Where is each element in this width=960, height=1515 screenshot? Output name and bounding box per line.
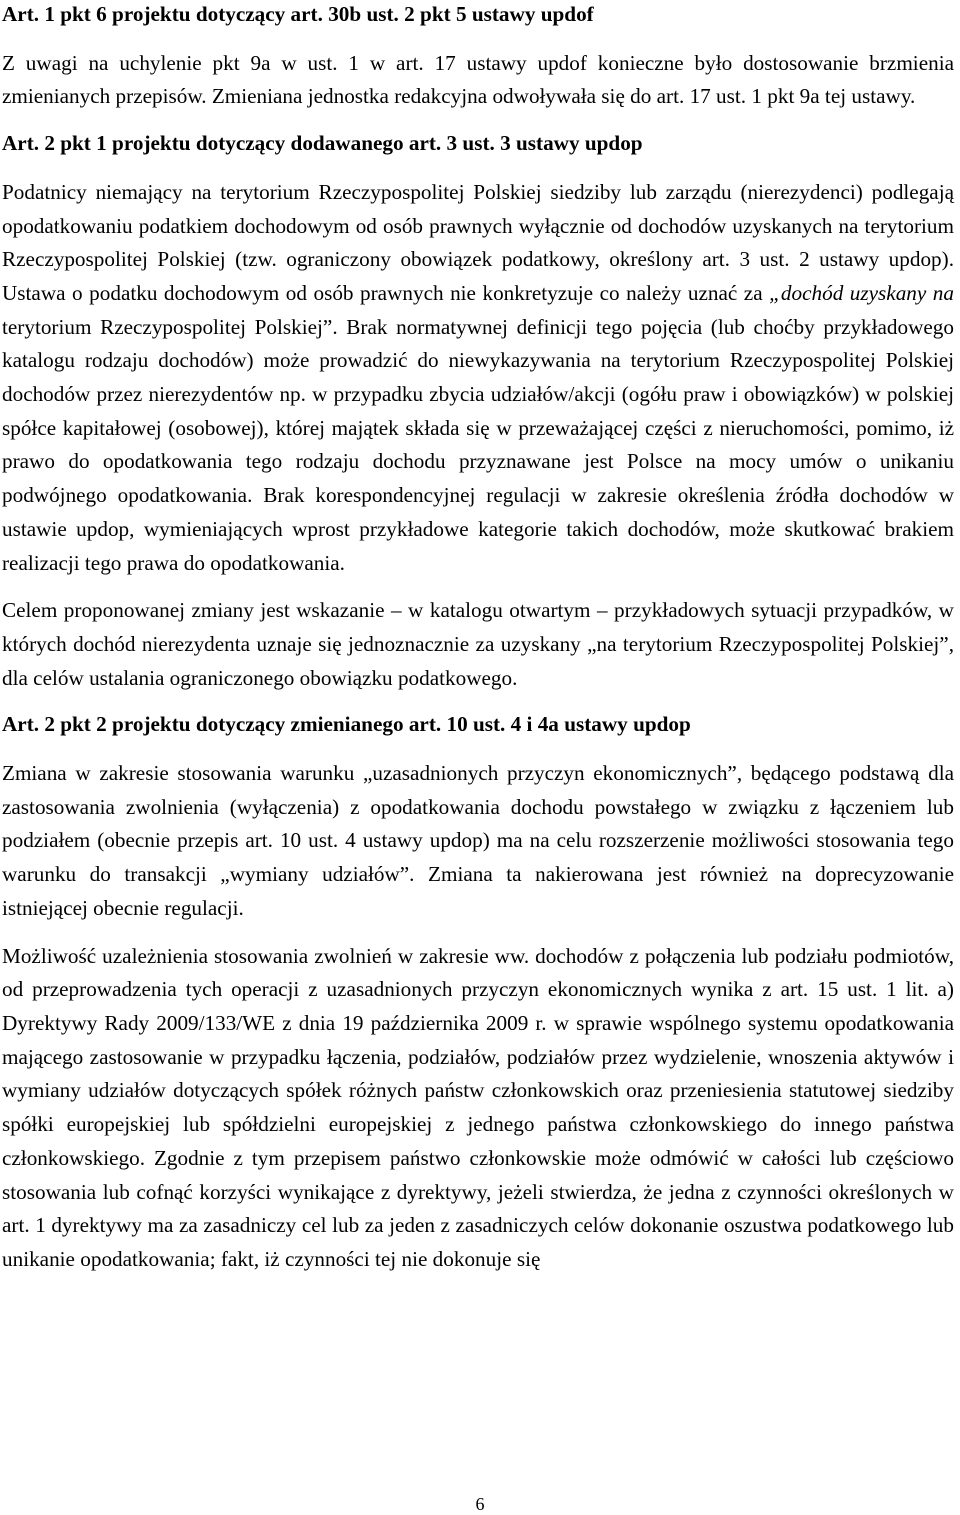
paragraph-body: Możliwość uzależnienia stosowania zwolnień w zakresie ww. dochodów z połączenia lub podziału podmiotów, od przeprowadzenia tych operacji z uzasadnionych przyczyn ekonomicznych wynika z art. 15 ust. 1 lit. a) Dyrektywy Rady 2009/133/WE z dnia 19 października 2009 r. w sprawie wspólnego systemu opodatkowania mającego zastosowanie w przypadku łączenia, podziałów, podziałów przez wydzielenie, wnoszenia aktywów i wymiany udziałów dotyczących spółek różnych państw członkowskich oraz przeniesienia statutowej siedziby spółki europejskiej lub spółdzielni europejskiej z jednego państwa członkowskiego do innego państwa członkowskiego. Zgodnie z tym przepisem państwo członkowskie może odmówić w całości lub częściowo stosowania lub cofnąć korzyści wynikające z dyrektywy, jeżeli stwierdza, że jedna z czynności określonych w art. 1 dyrektywy ma za zasadniczy cel lub za jeden z zasadniczych celów dokonanie oszustwa podatkowego lub unikanie opodatkowania; fakt, iż czynności tej nie dokonuje się [2, 943, 954, 1271]
paragraph-body: Z uwagi na uchylenie pkt 9a w ust. 1 w art. 17 ustawy updof konieczne było dostosowanie brzmienia zmienianych przepisów. Zmieniana jednostka redakcyjna odwoływała się do art. 17 ust. 1 pkt 9a tej ustawy. [2, 50, 954, 109]
section-heading-art2-pkt1: Art. 2 pkt 1 projektu dotyczący dodawanego art. 3 ust. 3 ustawy updop [2, 131, 643, 156]
paragraph-text: Podatnicy niemający na terytorium Rzeczypospolitej Polskiej siedziby lub zarządu (nierezydenci) podlegają opodatkowaniu podatkiem dochodowym od osób prawnych wyłącznie od dochodów uzyskanych na terytorium Rzeczypospolitej Polskiej (tzw. ograniczony obowiązek podatkowy, określony art. 3 ust. 2 ustawy updop). Ustawa o podatku dochodowym od osób prawnych nie konkretyzuje co należy uznać za [2, 179, 954, 305]
document-page [2, 0, 954, 1277]
section-heading-art2-pkt2: Art. 2 pkt 2 projektu dotyczący zmienianego art. 10 ust. 4 i 4a ustawy updop [2, 712, 691, 737]
section-heading-art1-pkt6: Art. 1 pkt 6 projektu dotyczący art. 30b ust. 2 pkt 5 ustawy updof [2, 2, 594, 26]
paragraph-body [2, 176, 954, 580]
page-number: 6 [475, 1494, 485, 1514]
quoted-term: „dochód uzyskany na [769, 280, 954, 305]
paragraph-body: Celem proponowanej zmiany jest wskazanie – w katalogu otwartym – przykładowych sytuacji przypadków, w których dochód nierezydenta uznaje się jednoznacznie za uzyskany „na terytorium Rzeczypospolitej Polskiej”, dla celów ustalania ograniczonego obowiązku podatkowego. [2, 598, 954, 690]
paragraph-text: terytorium Rzeczypospolitej Polskiej”. Brak normatywnej definicji tego pojęcia (lub choćby przykładowego katalogu rodzaju dochodów) może prowadzić do niewykazywania na terytorium Rzeczypospolitej Polskiej dochodów przez nierezydentów np. w przypadku zbycia udziałów/akcji (ogółu praw i obowiązków) w polskiej spółce kapitałowej (osobowej), której majątek składa się w przeważającej części z nieruchomości, pomimo, iż prawo do opodatkowania tego rodzaju dochodu przyznawane jest Polsce na mocy umów o unikaniu podwójnego opodatkowania. Brak korespondencyjnej regulacji w zakresie określenia źródła dochodów w ustawie updop, wymieniających wprost przykładowe kategorie takich dochodów, może skutkować brakiem realizacji tego prawa do opodatkowania. [2, 314, 954, 575]
paragraph-body: Zmiana w zakresie stosowania warunku „uzasadnionych przyczyn ekonomicznych”, będącego podstawą dla zastosowania zwolnienia (wyłączenia) z opodatkowania dochodu powstałego w związku z łączeniem lub podziałem (obecnie przepis art. 10 ust. 4 ustawy updop) ma na celu rozszerzenie możliwości stosowania tego warunku do transakcji „wymiany udziałów”. Zmiana ta nakierowana jest również na doprecyzowanie istniejącej obecnie regulacji. [2, 761, 954, 920]
